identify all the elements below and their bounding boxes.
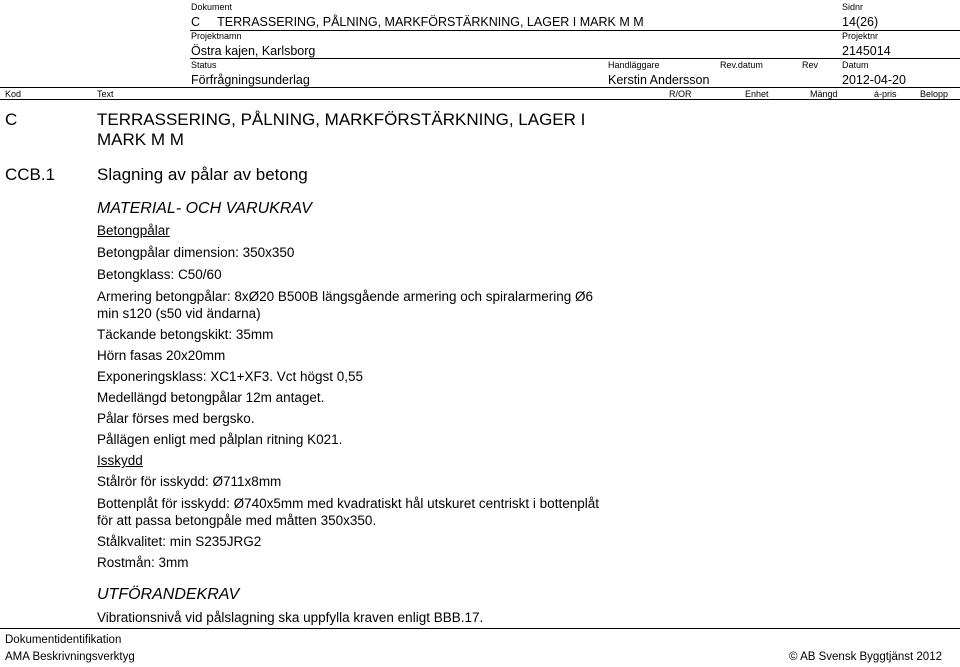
projektnr-value: 2145014 [842, 44, 891, 58]
rev-label: Rev [802, 60, 819, 70]
col-mangd: Mängd [810, 89, 838, 99]
section-title-line2: MARK M M [97, 130, 184, 149]
col-belopp: Belopp [920, 89, 949, 99]
column-header-bottom-rule [0, 99, 960, 100]
isskydd-line: Stålkvalitet: min S235JRG2 [97, 534, 262, 549]
dokument-value: C TERRASSERING, PÅLNING, MARKFÖRSTÄRKNING, LAGER I MARK M M [191, 15, 644, 29]
isskydd-line: Rostmån: 3mm [97, 555, 189, 570]
handlaggare-label: Handläggare [608, 60, 660, 70]
handlaggare-value: Kerstin Andersson [608, 73, 710, 87]
projektnamn-label: Projektnamn [191, 31, 242, 41]
section-title-line1: TERRASSERING, PÅLNING, MARKFÖRSTÄRKNING, LAGER I [97, 110, 586, 129]
datum-value: 2012-04-20 [842, 73, 906, 87]
isskydd-line: Bottenplåt för isskydd: Ø740x5mm med kvadratiskt hål utskuret centriskt i bottenplåt [97, 496, 599, 511]
col-text: Text [97, 89, 114, 99]
header-rule-2 [190, 58, 960, 59]
projektnr-label: Projektnr [842, 31, 879, 41]
sidnr-label: Sidnr [842, 2, 864, 12]
utforande-heading: UTFÖRANDEKRAV [97, 586, 240, 603]
isskydd-heading: Isskydd [97, 453, 143, 468]
sidnr-value: 14(26) [842, 15, 879, 29]
body-line: min s120 (s50 vid ändarna) [97, 306, 261, 321]
body-line: Betongklass: C50/60 [97, 267, 222, 282]
sub-code: CCB.1 [5, 165, 56, 184]
material-heading: MATERIAL- OCH VARUKRAV [97, 200, 312, 217]
col-enhet: Enhet [745, 89, 769, 99]
isskydd-line: Stålrör för isskydd: Ø711x8mm [97, 474, 282, 489]
body-line: Medellängd betongpålar 12m antaget. [97, 390, 325, 405]
projektnamn-value: Östra kajen, Karlsborg [191, 44, 316, 58]
utforande-line: Vibrationsnivå vid pålslagning ska uppfylla kraven enligt BBB.17. [97, 610, 484, 625]
isskydd-line: för att passa betongpåle med måtten 350x350. [97, 513, 377, 528]
footer-id-value: AMA Beskrivningsverktyg [5, 651, 135, 663]
body-line: Pållägen enligt med pålplan ritning K021. [97, 432, 343, 447]
betongpalar-heading: Betongpålar [97, 223, 170, 238]
footer-copyright: © AB Svensk Byggtjänst 2012 [789, 651, 942, 663]
col-ror: R/OR [669, 89, 692, 99]
dokument-label: Dokument [191, 2, 233, 12]
col-kod: Kod [5, 89, 22, 99]
body-line: Hörn fasas 20x20mm [97, 348, 226, 363]
status-label: Status [191, 60, 217, 70]
datum-label: Datum [842, 60, 869, 70]
status-value: Förfrågningsunderlag [191, 73, 310, 87]
sub-title: Slagning av pålar av betong [97, 165, 308, 184]
footer-id-label: Dokumentidentifikation [5, 634, 122, 646]
col-apris: á-pris [874, 89, 897, 99]
body-line: Täckande betongskikt: 35mm [97, 327, 274, 342]
section-code: C [5, 110, 18, 129]
body-line: Betongpålar dimension: 350x350 [97, 245, 295, 260]
body-line: Armering betongpålar: 8xØ20 B500B längsgående armering och spiralarmering Ø6 [97, 289, 594, 304]
footer-rule [0, 628, 960, 629]
body-line: Exponeringsklass: XC1+XF3. Vct högst 0,55 [97, 369, 364, 384]
body-line: Pålar förses med bergsko. [97, 411, 255, 426]
revdatum-label: Rev.datum [720, 60, 763, 70]
column-header-top-rule [0, 87, 960, 88]
